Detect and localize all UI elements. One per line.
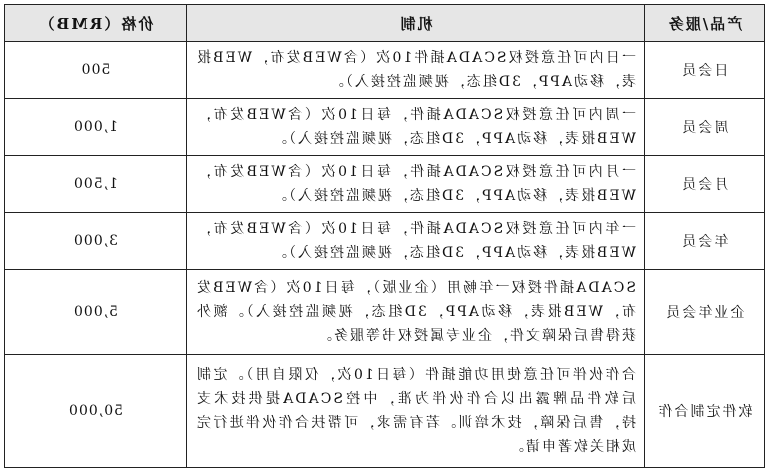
price-cell: 5,000 — [4, 270, 186, 355]
header-product: 产品/服务 — [644, 5, 764, 42]
mechanism-cell: 合作伙伴可任意使用功能插件（每日10次，仅限自用）。定制后软件品牌露出以合作伙伴为准，中控SCADA提供技术支持，售后保障，技术培训。若有需求，可帮扶合作伙伴进行完成相关软著申请。 — [186, 355, 644, 468]
header-price: 价格（RMB） — [4, 5, 186, 42]
product-cell: 软件定制合作 — [644, 355, 764, 468]
header-row — [4, 5, 764, 42]
mechanism-cell: 一周内可任意授权SCADA插件，每日10次（含WEB发布，WEB报表，移动APP，3D组态，视频监控接入）。 — [186, 99, 644, 156]
table-row — [4, 156, 764, 213]
price-cell: 1,500 — [4, 156, 186, 213]
price-cell: 1,000 — [4, 99, 186, 156]
price-cell: 500 — [4, 42, 186, 99]
table-row — [4, 355, 764, 468]
product-cell: 周会员 — [644, 99, 764, 156]
table-row — [4, 99, 764, 156]
price-cell: 50,000 — [4, 355, 186, 468]
mechanism-cell: SCADA插件授权一年畅用（企业版），每日10次（含WEB发布，WEB报表，移动APP，3D组态，视频监控接入）。额外获得售后保障文件，企业专属授权书等服务。 — [186, 270, 644, 355]
product-cell: 企业年会员 — [644, 270, 764, 355]
price-cell: 3,000 — [4, 213, 186, 270]
mechanism-cell: 一年内可任意授权SCADA插件，每日10次（含WEB发布，WEB报表，移动APP，3D组态，视频监控接入）。 — [186, 213, 644, 270]
product-cell: 日会员 — [644, 42, 764, 99]
mechanism-cell: 一月内可任意授权SCADA插件，每日10次（含WEB发布，WEB报表，移动APP，3D组态，视频监控接入）。 — [186, 156, 644, 213]
table-row — [4, 213, 764, 270]
product-cell: 年会员 — [644, 213, 764, 270]
header-mechanism: 机制 — [186, 5, 644, 42]
table-row — [4, 42, 764, 99]
table-row — [4, 270, 764, 355]
mechanism-cell: 一日内可任意授权SCADA插件10次（含WEB发布，WEB报表，移动APP，3D组态，视频监控接入）。 — [186, 42, 644, 99]
product-cell: 月会员 — [644, 156, 764, 213]
membership-pricing-table — [4, 4, 765, 468]
